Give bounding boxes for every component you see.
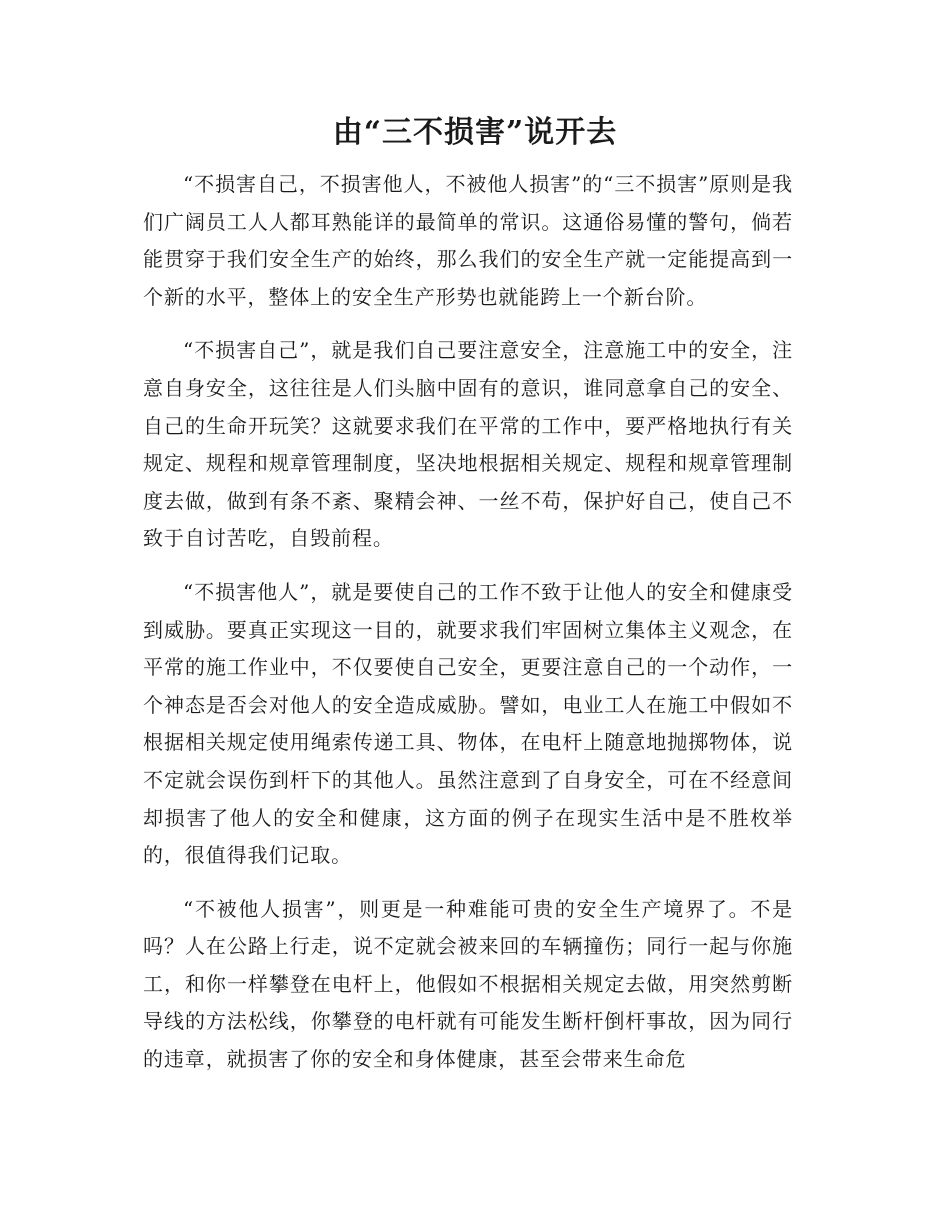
paragraph-intro: “不损害自己，不损害他人，不被他人损害”的“三不损害”原则是我们广阔员工人人都耳熟能详的最简单的常识。这通俗易懂的警句，倘若能贯穿于我们安全生产的始终，那么我们的安全生产就一定能提高到一个新的水平，整体上的安全生产形势也就能跨上一个新台阶。	[143, 172, 793, 309]
document-title: 由“三不损害”说开去	[332, 115, 618, 150]
paragraph-not-harmed-by-others: “不被他人损害”，则更是一种难能可贵的安全生产境界了。不是吗？人在公路上行走，说不定就会被来回的车辆撞伤；同行一起与你施工，和你一样攀登在电杆上，他假如不根据相关规定去做，用突然剪断导线的方法松线，你攀登的电杆就有可能发生断杆倒杆事故，因为同行的违章，就损害了你的安全和身体健康，甚至会带来生命危	[143, 896, 793, 1072]
paragraph-others-protection: “不损害他人”，就是要使自己的工作不致于让他人的安全和健康受到威胁。要真正实现这一目的，就要求我们牢固树立集体主义观念，在平常的施工作业中，不仅要使自己安全，更要注意自己的一个动作，一个神态是否会对他人的安全造成威胁。譬如，电业工人在施工中假如不根据相关规定使用绳索传递工具、物体，在电杆上随意地抛掷物体，说不定就会误伤到杆下的其他人。虽然注意到了自身安全，可在不经意间却损害了他人的安全和健康，这方面的例子在现实生活中是不胜枚举的，很值得我们记取。	[143, 579, 793, 868]
document-body	[143, 166, 793, 1095]
paragraph-self-protection: “不损害自己”，就是我们自己要注意安全，注意施工中的安全，注意自身安全，这往往是人们头脑中固有的意识，谁同意拿自己的安全、自己的生命开玩笑？这就要求我们在平常的工作中，要严格地执行有关规定、规程和规章管理制度，坚决地根据相关规定、规程和规章管理制度去做，做到有条不紊、聚精会神、一丝不苟，保护好自己，使自己不致于自讨苦吃，自毁前程。	[143, 338, 793, 551]
